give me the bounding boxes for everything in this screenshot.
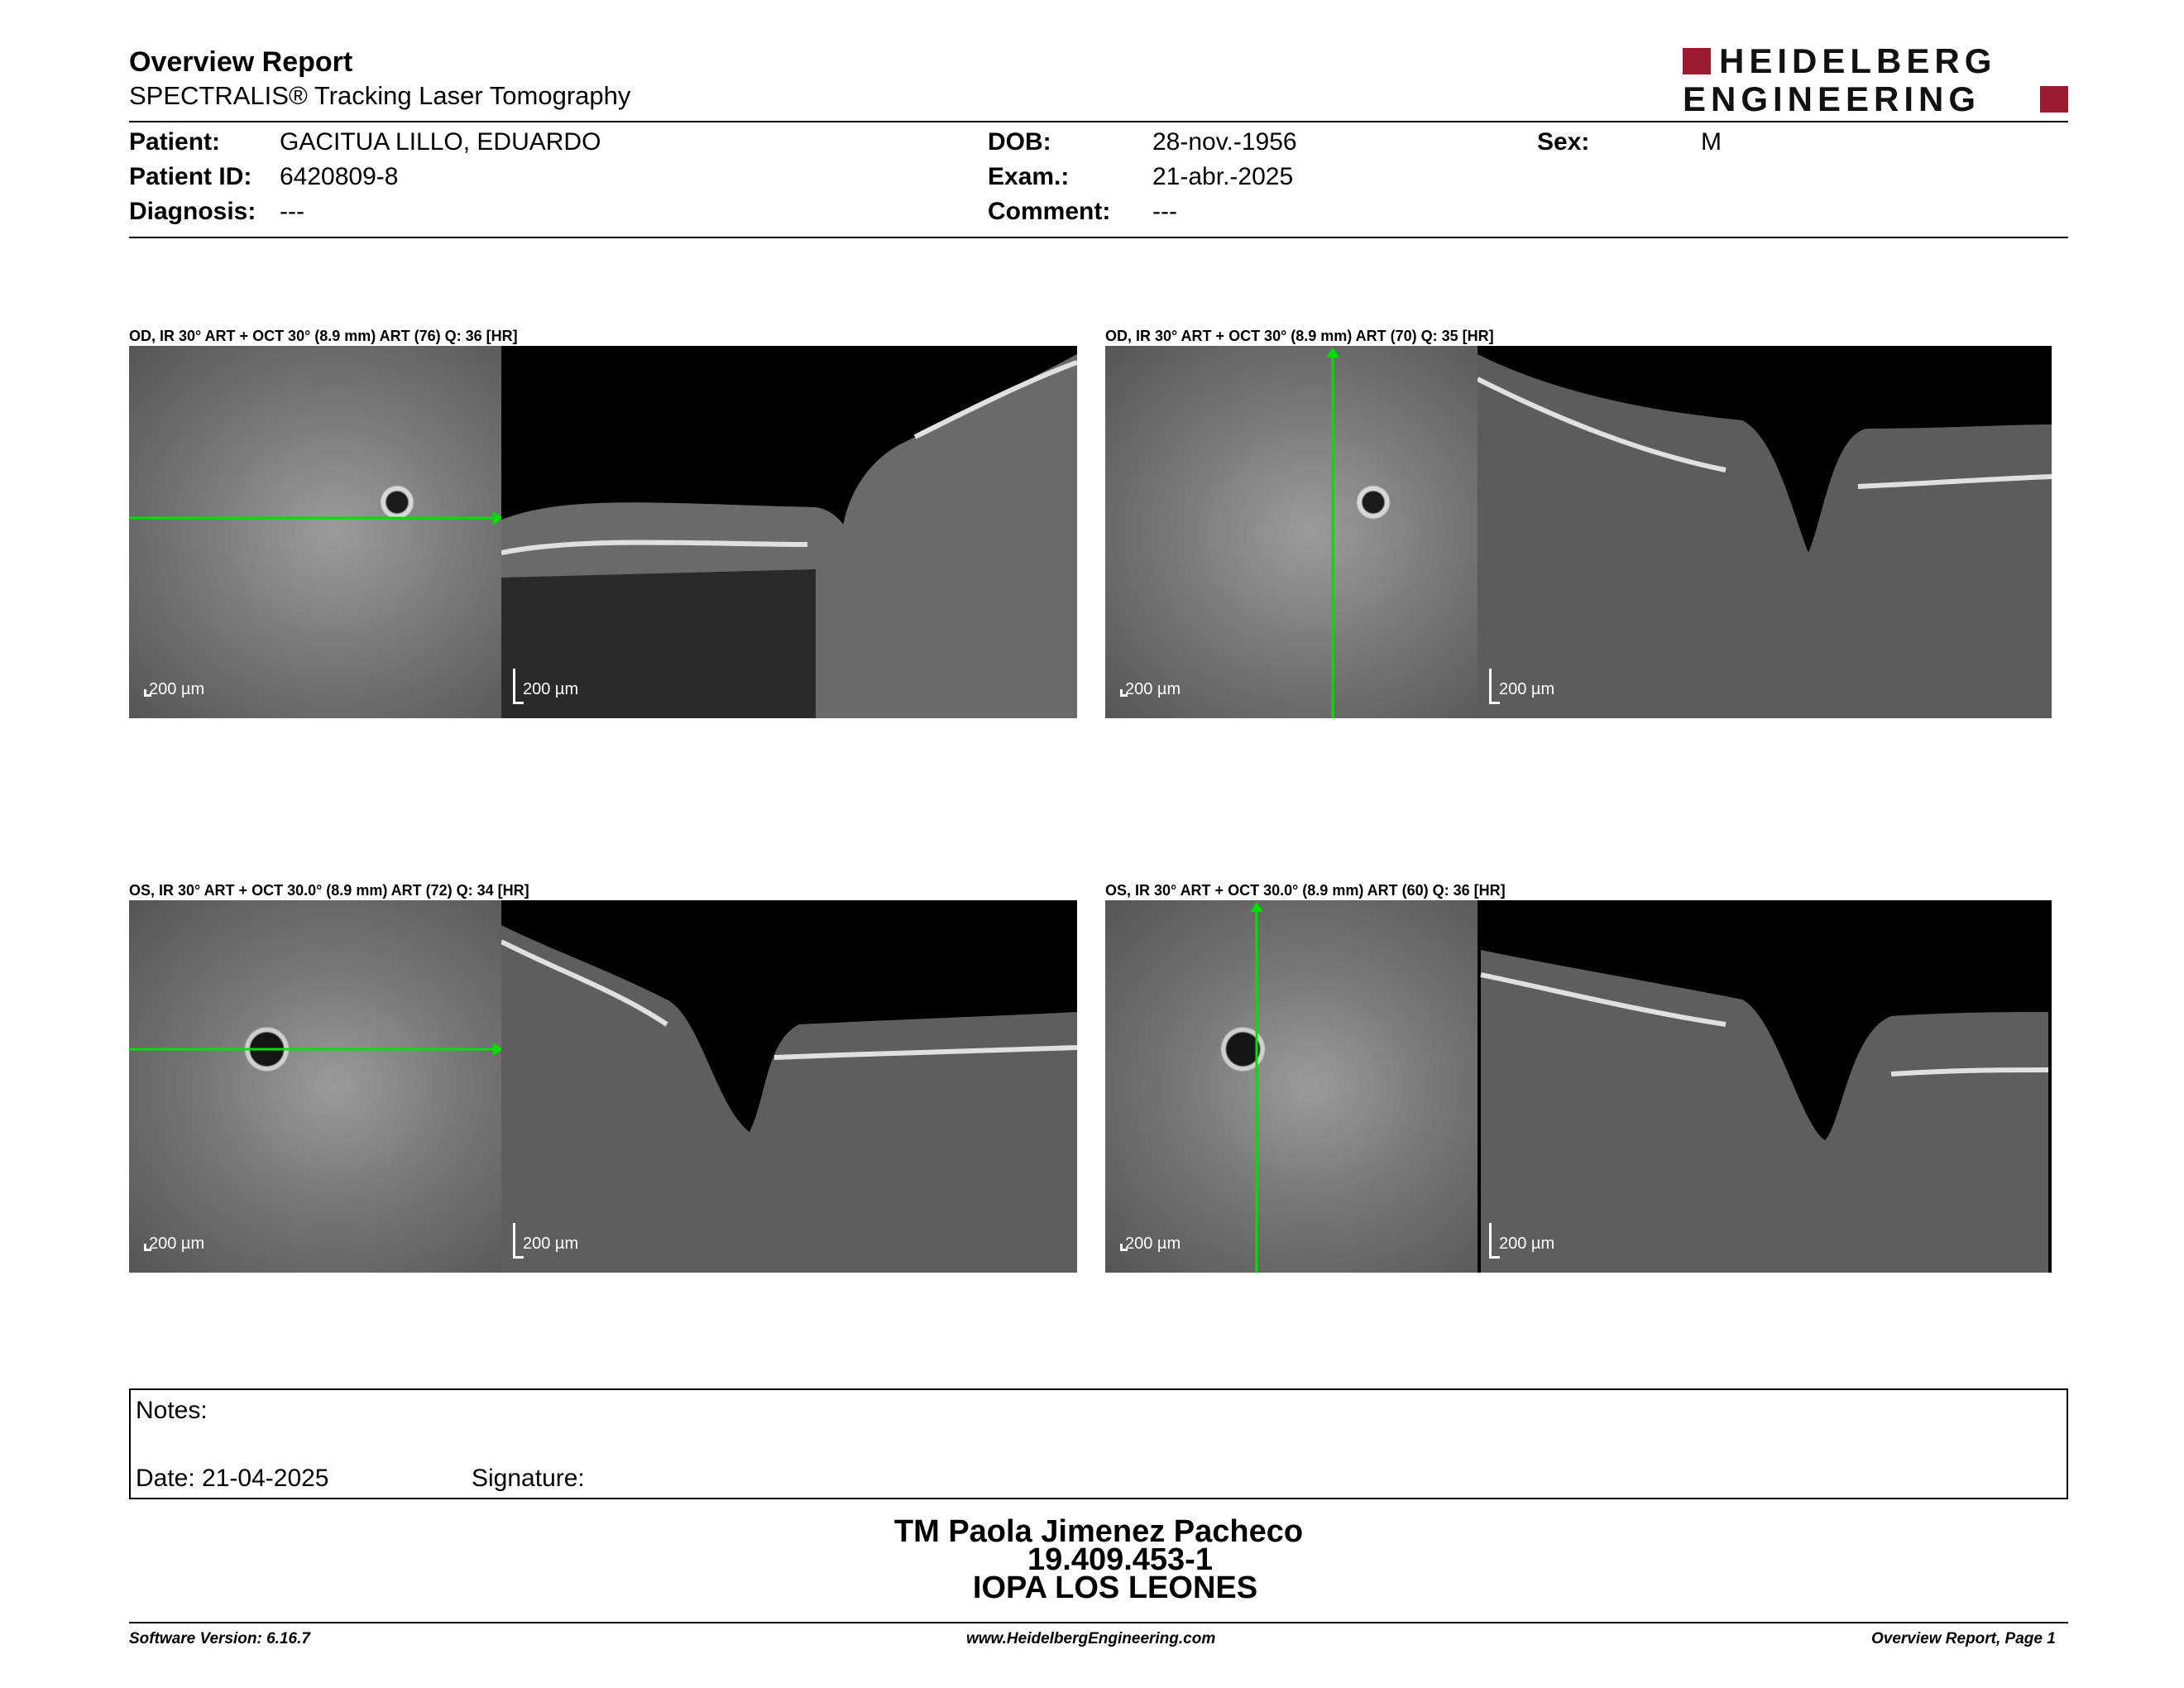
oct-bscan-od-2[interactable]: [1478, 346, 2052, 718]
comment-label: Comment:: [988, 198, 1111, 225]
fundus-scale-label: 200 µm: [1125, 680, 1181, 698]
notes-box[interactable]: [129, 1388, 2068, 1499]
comment-value: ---: [1152, 198, 1177, 225]
oct-bscan-od-1[interactable]: [501, 346, 1077, 718]
footer-divider: [129, 1622, 2068, 1623]
exam-value: 21-abr.-2025: [1152, 163, 1294, 190]
signature-label: Signature:: [472, 1465, 585, 1492]
exam-label: Exam.:: [988, 163, 1070, 190]
page-number: Overview Report, Page 1: [1871, 1630, 2056, 1647]
patient-id-label: Patient ID:: [129, 163, 252, 190]
bscan-scale-label: 200 µm: [1499, 1235, 1555, 1253]
patient-label: Patient:: [129, 128, 221, 156]
patient-name: GACITUA LILLO, EDUARDO: [280, 128, 601, 156]
notes-date: Date: 21-04-2025: [136, 1465, 329, 1492]
signatory-rut: 19.409.453-1: [1027, 1542, 1213, 1577]
dob-label: DOB:: [988, 128, 1051, 156]
fundus-scale-label: 200 µm: [149, 1235, 205, 1253]
scan-title-od-2: OD, IR 30° ART + OCT 30° (8.9 mm) ART (70) Q: 35 [HR]: [1105, 328, 1494, 344]
sex-label: Sex:: [1537, 128, 1590, 156]
logo-line-2: ENGINEERING: [1683, 79, 1981, 118]
fundus-image-os-1[interactable]: [129, 900, 501, 1273]
scan-title-os-2: OS, IR 30° ART + OCT 30.0° (8.9 mm) ART (60) Q: 36 [HR]: [1105, 882, 1506, 899]
sex-value: M: [1701, 128, 1722, 156]
website-link[interactable]: www.HeidelbergEngineering.com: [966, 1630, 1216, 1647]
logo-square-icon: [1683, 48, 1711, 74]
fundus-image-od-2[interactable]: [1105, 346, 1478, 718]
report-subtitle: SPECTRALIS® Tracking Laser Tomography: [129, 81, 631, 110]
fundus-image-os-2[interactable]: [1105, 900, 1478, 1273]
report-title: Overview Report: [129, 46, 353, 78]
diagnosis-value: ---: [280, 198, 304, 225]
oct-bscan-os-2[interactable]: [1478, 900, 2052, 1273]
scan-line-horizontal-icon: [129, 346, 501, 718]
oct-bscan-os-1[interactable]: [501, 900, 1077, 1273]
scan-title-od-1: OD, IR 30° ART + OCT 30° (8.9 mm) ART (76) Q: 36 [HR]: [129, 328, 518, 344]
bscan-scale-label: 200 µm: [523, 680, 579, 698]
dob-value: 28-nov.-1956: [1152, 128, 1297, 156]
scan-line-horizontal-icon: [129, 900, 501, 1273]
signatory-institution: IOPA LOS LEONES: [972, 1571, 1258, 1605]
fundus-scale-label: 200 µm: [1125, 1235, 1181, 1253]
bscan-scale-label: 200 µm: [523, 1235, 579, 1253]
logo-line-1: HEIDELBERG: [1719, 41, 1997, 80]
patient-divider: [129, 237, 2068, 238]
logo-square-icon: [2040, 86, 2068, 113]
bscan-scale-label: 200 µm: [1499, 680, 1555, 698]
fundus-image-od-1[interactable]: [129, 346, 501, 718]
scan-title-os-1: OS, IR 30° ART + OCT 30.0° (8.9 mm) ART (72) Q: 34 [HR]: [129, 882, 529, 899]
software-version: Software Version: 6.16.7: [129, 1630, 310, 1647]
scan-line-vertical-icon: [1105, 346, 1478, 718]
patient-id: 6420809-8: [280, 163, 399, 190]
scan-line-vertical-icon: [1105, 900, 1478, 1273]
notes-label: Notes:: [136, 1397, 208, 1424]
header-divider: [129, 121, 2068, 122]
fundus-scale-label: 200 µm: [149, 680, 205, 698]
diagnosis-label: Diagnosis:: [129, 198, 256, 225]
signatory-name: TM Paola Jimenez Pacheco: [893, 1514, 1304, 1549]
heidelberg-logo: [1683, 43, 2069, 117]
